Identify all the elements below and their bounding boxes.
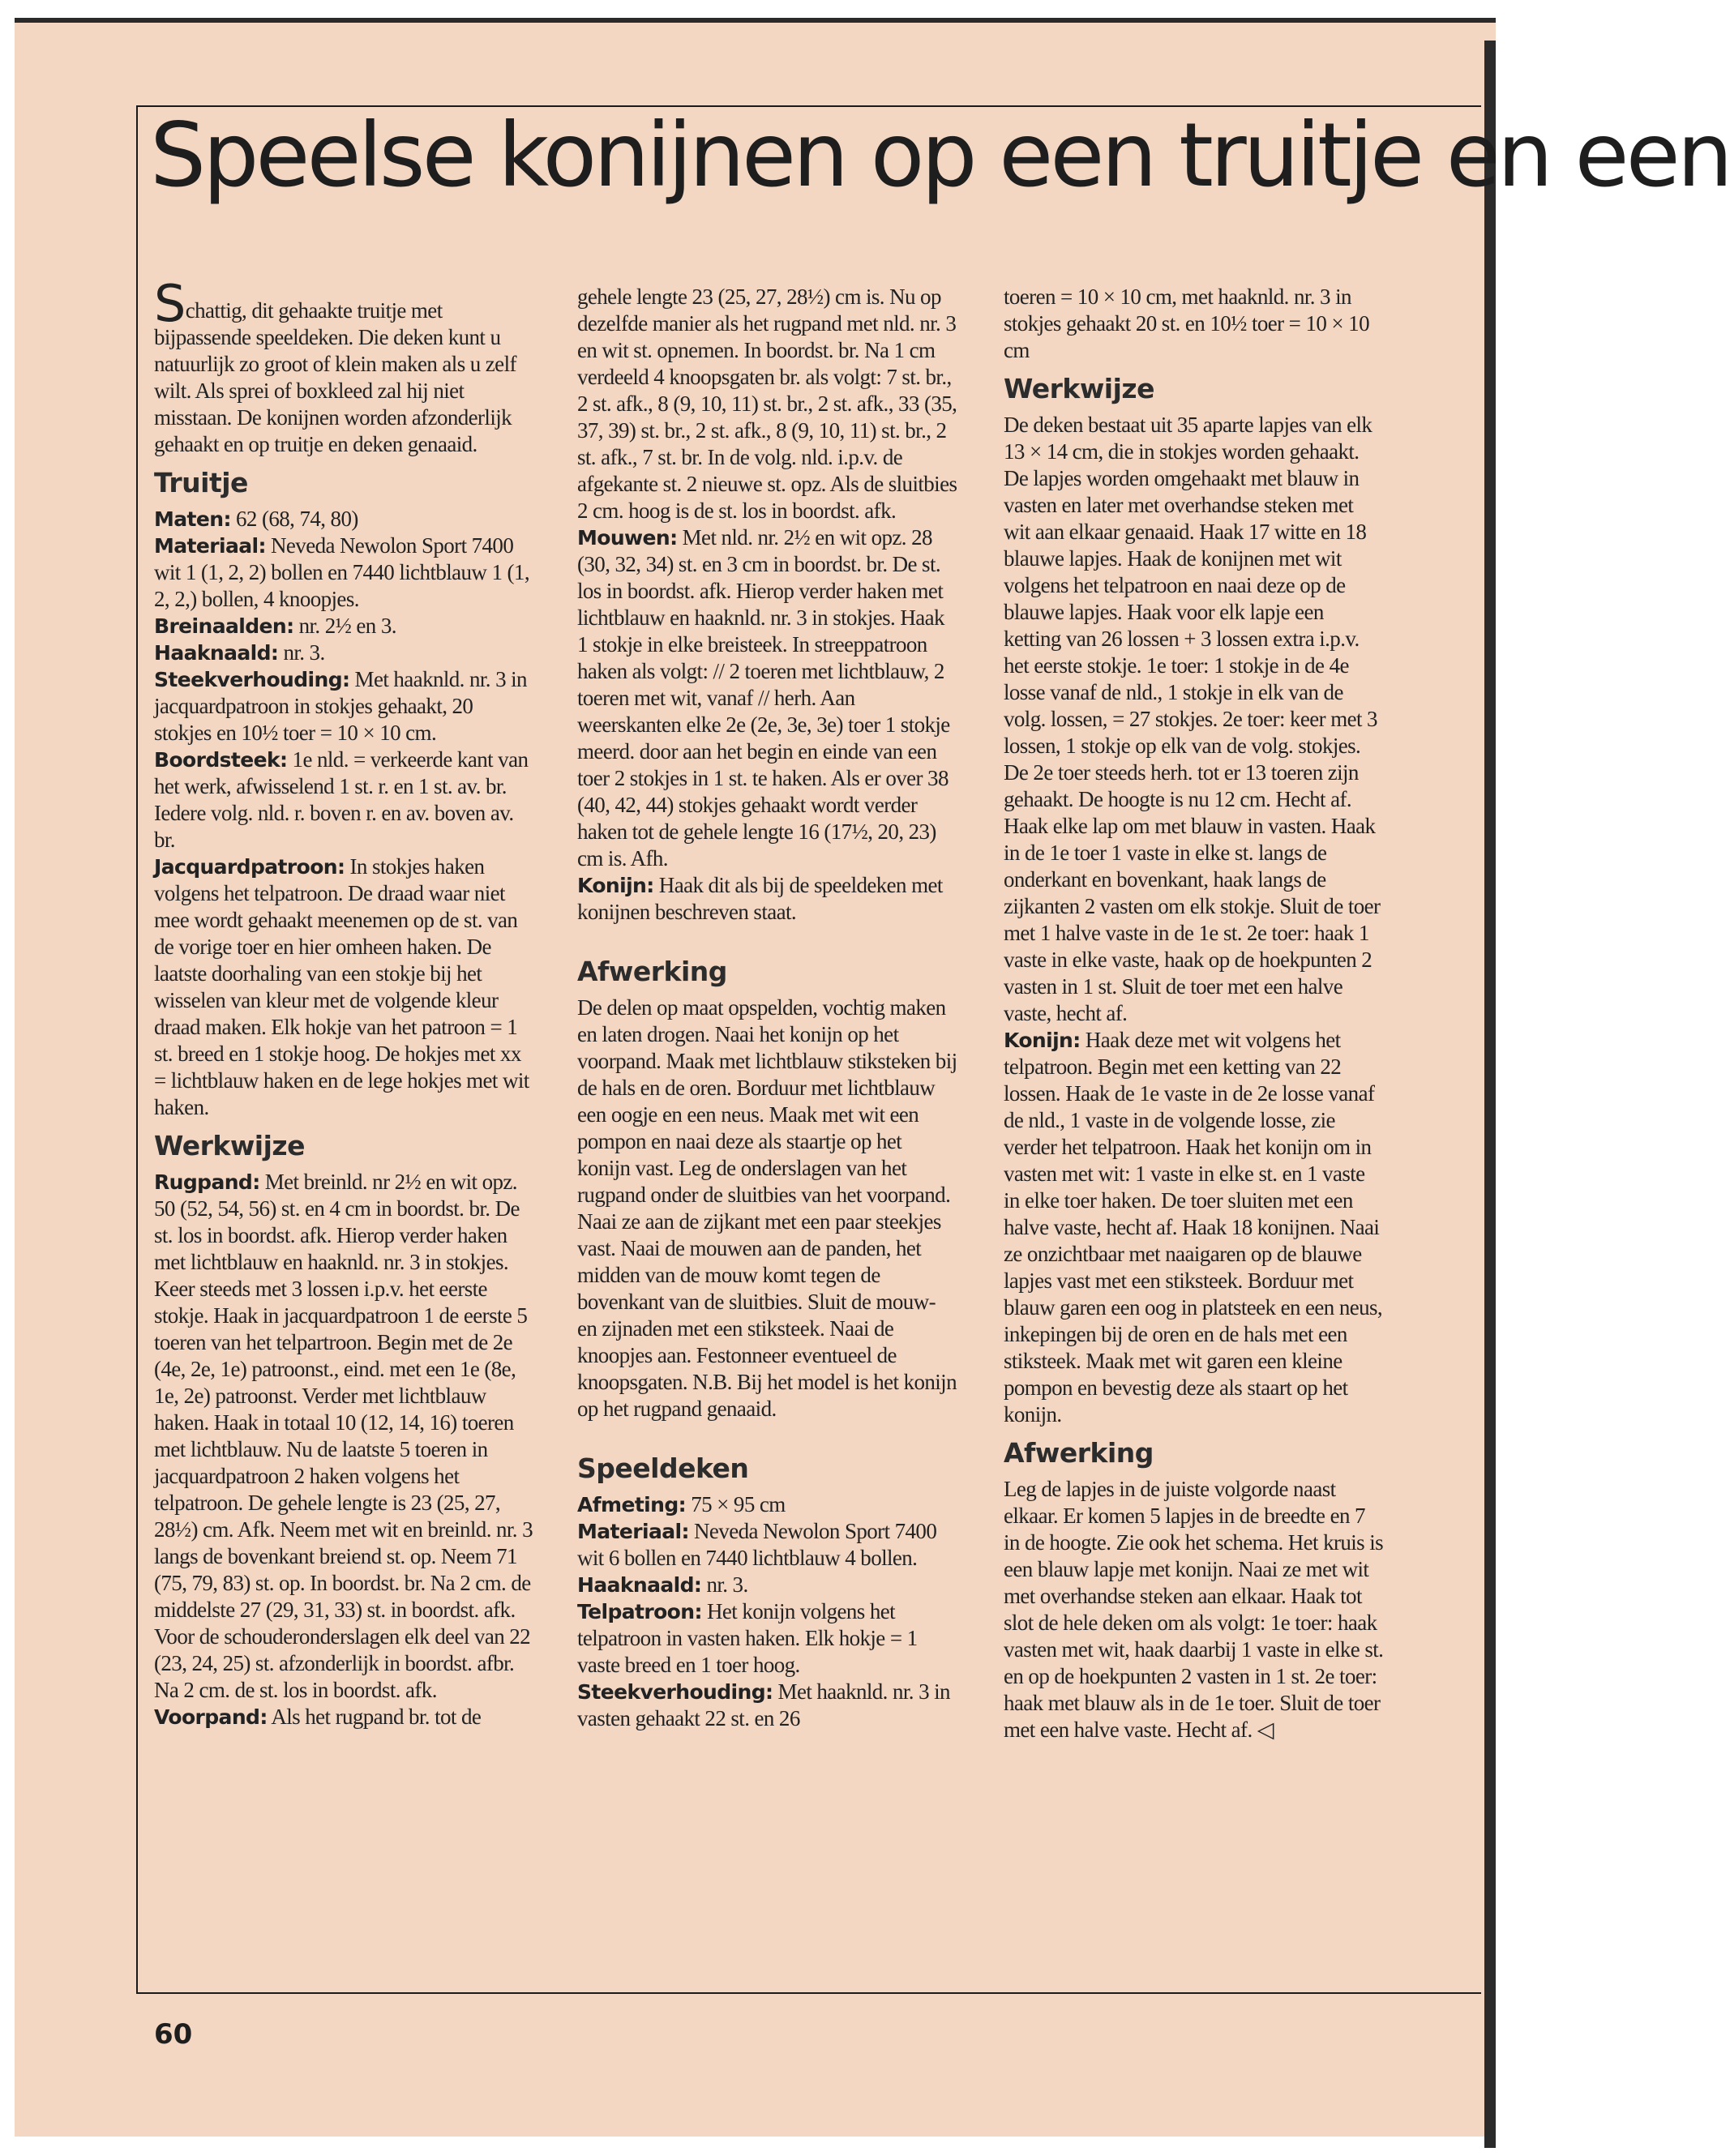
steekverhouding-deken: Steekverhouding: Met haaknld. nr. 3 in vasten gehaakt 22 st. en 26: [577, 1679, 950, 1730]
heading-afwerking-deken: Afwerking: [1004, 1437, 1154, 1469]
steekverhouding-continued: toeren = 10 × 10 cm, met haaknld. nr. 3 in stokjes gehaakt 20 st. en 10½ toer = 10 × 10 cm: [1004, 284, 1369, 362]
column-1: [154, 274, 535, 1730]
heading-werkwijze: Werkwijze: [154, 1130, 306, 1161]
boordsteek: Boordsteek: 1e nld. = verkeerde kant van het werk, afwisselend 1 st. r. en 1 st. av. br. Iedere volg. nld. r. boven r. en av. boven av. br.: [154, 747, 529, 852]
rugpand: Rugpand: Met breinld. nr 2½ en wit opz. 50 (52, 54, 56) st. en 4 cm in boordst. br. De st. los in boordst. afk. Hierop verder haken met lichtblauw en haaknld. nr. 3 in stokjes. Keer steeds met 3 lossen i.p.v. het eerste stokje. Haak in jacquardpatroon 1 de eerste 5 toeren van het telpartroon. Begin met de 2e (4e, 2e, 1e) patroonst., eind. met een 1e (8e, 1e, 2e) patroonst. Verder met lichtblauw haken. Haak in totaal 10 (12, 14, 16) toeren met lichtblauw. Nu de laatste 5 toeren in jacquardpatroon 2 haken volgens het telpatroon. De gehele lengte is 23 (25, 27, 28½) cm. Afk. Neem met wit en breinld. nr. 3 langs de bovenkant breiend st. op. Neem 71 (75, 79, 83) st. op. In boordst. br. Na 2 cm. de middelste 27 (29, 31, 33) st. in boordst. afk. Voor de schouderonderslagen elk deel van 22 (23, 24, 25) st. afzonderlijk in boordst. afbr. Na 2 cm. de st. los in boordst. afk.: [154, 1170, 533, 1702]
heading-truitje: Truitje: [154, 467, 248, 498]
heading-afwerking-truitje: Afwerking: [577, 956, 727, 987]
heading-speeldeken: Speeldeken: [577, 1452, 749, 1484]
page-edge-shadow: [1484, 41, 1496, 2148]
jacquardpatroon: Jacquardpatroon: In stokjes haken volgens het telpatroon. De draad waar niet mee wordt gehaakt meenemen op de st. van de vorige toer en hier omheen haken. De laatste doorhaling van een stokje bij het wisselen van kleur met de volgende kleur draad maken. Elk hokje van het patroon = 1 st. breed en 1 stokje hoog. De hokjes met xx = lichtblauw haken en de lege hokjes met wit haken.: [154, 854, 529, 1119]
materiaal: Materiaal: Neveda Newolon Sport 7400 wit 1 (1, 2, 2) bollen en 7440 lichtblauw 1 (1, 2, 2,) bollen, 4 knoopjes.: [154, 533, 529, 611]
materiaal-deken: Materiaal: Neveda Newolon Sport 7400 wit 6 bollen en 7440 lichtblauw 4 bollen.: [577, 1519, 937, 1570]
afwerking-deken: Leg de lapjes in de juiste volgorde naast elkaar. Er komen 5 lapjes in de breedte en 7 in de hoogte. Zie ook het schema. Het kruis is een blauw lapje met konijn. Naai ze met wit met overhandse steken aan elkaar. Haak tot slot de hele deken om als volgt: 1e toer: haak vasten met wit, haak daarbij 1 vaste in elke st. en op de hoekpunten 2 vasten in 1 st. 2e toer: haak met blauw als in de 1e toer. Sluit de toer met een halve vaste. Hecht af. ◁: [1004, 1477, 1384, 1742]
telpatroon: Telpatroon: Het konijn volgens het telpatroon in vasten haken. Elk hokje = 1 vaste breed en 1 toer hoog.: [577, 1599, 918, 1677]
konijn-truitje: Konijn: Haak dit als bij de speeldeken met konijnen beschreven staat.: [577, 873, 943, 924]
haaknaald-deken: Haaknaald: nr. 3.: [577, 1572, 748, 1597]
steekverhouding: Steekverhouding: Met haaknld. nr. 3 in jacquardpatroon in stokjes gehaakt, 20 stokjes en 10½ toer = 10 × 10 cm.: [154, 667, 527, 745]
breinaalden: Breinaalden: nr. 2½ en 3.: [154, 614, 396, 638]
column-3: [1004, 284, 1385, 1743]
mouwen: Mouwen: Met nld. nr. 2½ en wit opz. 28 (30, 32, 34) st. en 3 cm in boordst. br. De st. los in boordst. afk. Hierop verder haken met lichtblauw en haaknld. nr. 3 in stokjes. Haak 1 stokje in elke breisteek. In streeppatroon haken als volgt: // 2 toeren met lichtblauw, 2 toeren met wit, vanaf // herh. Aan weerskanten elke 2e (2e, 3e, 3e) toer 1 stokje meerd. door aan het begin en einde van een toer 2 stokjes in 1 st. te haken. Als er over 38 (40, 42, 44) stokjes gehaakt wordt verder haken tot de gehele lengte 16 (17½, 20, 23) cm is. Afh.: [577, 525, 950, 871]
column-2: [577, 284, 958, 1732]
afwerking-truitje: De delen op maat opspelden, vochtig maken en laten drogen. Naai het konijn op het voorpand. Maak met lichtblauw stiksteken bij de hals en de oren. Borduur met lichtblauw een oogje en een neus. Maak met wit een pompon en naai deze als staartje op het konijn vast. Leg de onderslagen van het rugpand onder de sluitbies van het voorpand. Naai ze aan de zijkant met een paar steekjes vast. Naai de mouwen aan de panden, het midden van de mouw komt tegen de bovenkant van de sluitbies. Sluit de mouw- en zijnaden met een stiksteek. Naai de knoopjes aan. Festonneer eventueel de knoopsgaten. N.B. Bij het model is het konijn op het rugpand genaaid.: [577, 995, 957, 1421]
page-number: 60: [154, 2018, 193, 2051]
werkwijze-deken: De deken bestaat uit 35 aparte lapjes van elk 13 × 14 cm, die in stokjes worden gehaakt. De lapjes worden omgehaakt met blauw in vasten en later met overhandse steken met wit aan elkaar genaaid. Haak 17 witte en 18 blauwe lapjes. Haak de konijnen met wit volgens het telpatroon en naai deze op de blauwe lapjes. Haak voor elk lapje een ketting van 26 lossen + 3 lossen extra i.p.v. het eerste stokje. 1e toer: 1 stokje in de 4e losse vanaf de nld., 1 stokje in elk van de volg. lossen, = 27 stokjes. 2e toer: keer met 3 lossen, 1 stokje op elk van de volg. stokjes. De 2e toer steeds herh. tot er 13 toeren zijn gehaakt. De hoogte is nu 12 cm. Hecht af. Haak elke lap om met blauw in vasten. Haak in de 1e toer 1 vaste in elke st. langs de onderkant en bovenkant, haak langs de zijkanten 2 vasten om elk stokje. Sluit de toer met 1 halve vaste in de 1e st. 2e toer: haak 1 vaste in elke vaste, haak op de hoekpunten 2 vasten in 1 st. Sluit de toer met een halve vaste, hecht af.: [1004, 413, 1381, 1025]
konijn-deken: Konijn: Haak deze met wit volgens het telpatroon. Begin met een ketting van 22 lossen. Haak de 1e vaste in de 2e losse vanaf de nld., 1 vaste in de volgende losse, zie verder het telpatroon. Haak het konijn om in vasten met wit: 1 vaste in elke st. en 1 vaste in elke toer haken. De toer sluiten met een halve vaste, hecht af. Haak 18 konijnen. Naai ze onzichtbaar met naaigaren op de blauwe lapjes vast met een stiksteek. Borduur met blauw garen een oog in platsteek en een neus, inkepingen bij de oren en de hals met een stiksteek. Maak met wit garen een kleine pompon en bevestig deze als staart op het konijn.: [1004, 1028, 1383, 1427]
haaknaald: Haaknaald: nr. 3.: [154, 640, 325, 665]
intro-paragraph: Schattig, dit gehaakte truitje met bijpassende speeldeken. Die deken kunt u natuurlijk zo groot of klein maken als u zelf wilt. Als sprei of boxkleed zal hij niet misstaan. De konijnen worden afzonderlijk gehaakt en op truitje en deken genaaid.: [154, 274, 516, 456]
heading-werkwijze-deken: Werkwijze: [1004, 373, 1155, 404]
drop-cap: S: [154, 274, 186, 333]
maten: Maten: 62 (68, 74, 80): [154, 507, 358, 531]
voorpand: Voorpand: Als het rugpand br. tot de: [154, 1705, 482, 1729]
voorpand-continued: gehele lengte 23 (25, 27, 28½) cm is. Nu op dezelfde manier als het rugpand met nld. nr. 3 en wit st. opnemen. In boordst. br. Na 1 cm verdeeld 4 knoopsgaten br. als volgt: 7 st. br., 2 st. afk., 8 (9, 10, 11) st. br., 2 st. afk., 33 (35, 37, 39) st. br., 2 st. afk., 8 (9, 10, 11) st. br., 2 st. afk., 7 st. br. In de volg. nld. i.p.v. de afgekante st. 2 nieuwe st. opz. Als de sluitbies 2 cm. hoog is de st. los in boordst. afk.: [577, 284, 957, 523]
article-title: Speelse konijnen op een truitje en een: [150, 104, 1730, 207]
afmeting: Afmeting: 75 × 95 cm: [577, 1492, 786, 1516]
